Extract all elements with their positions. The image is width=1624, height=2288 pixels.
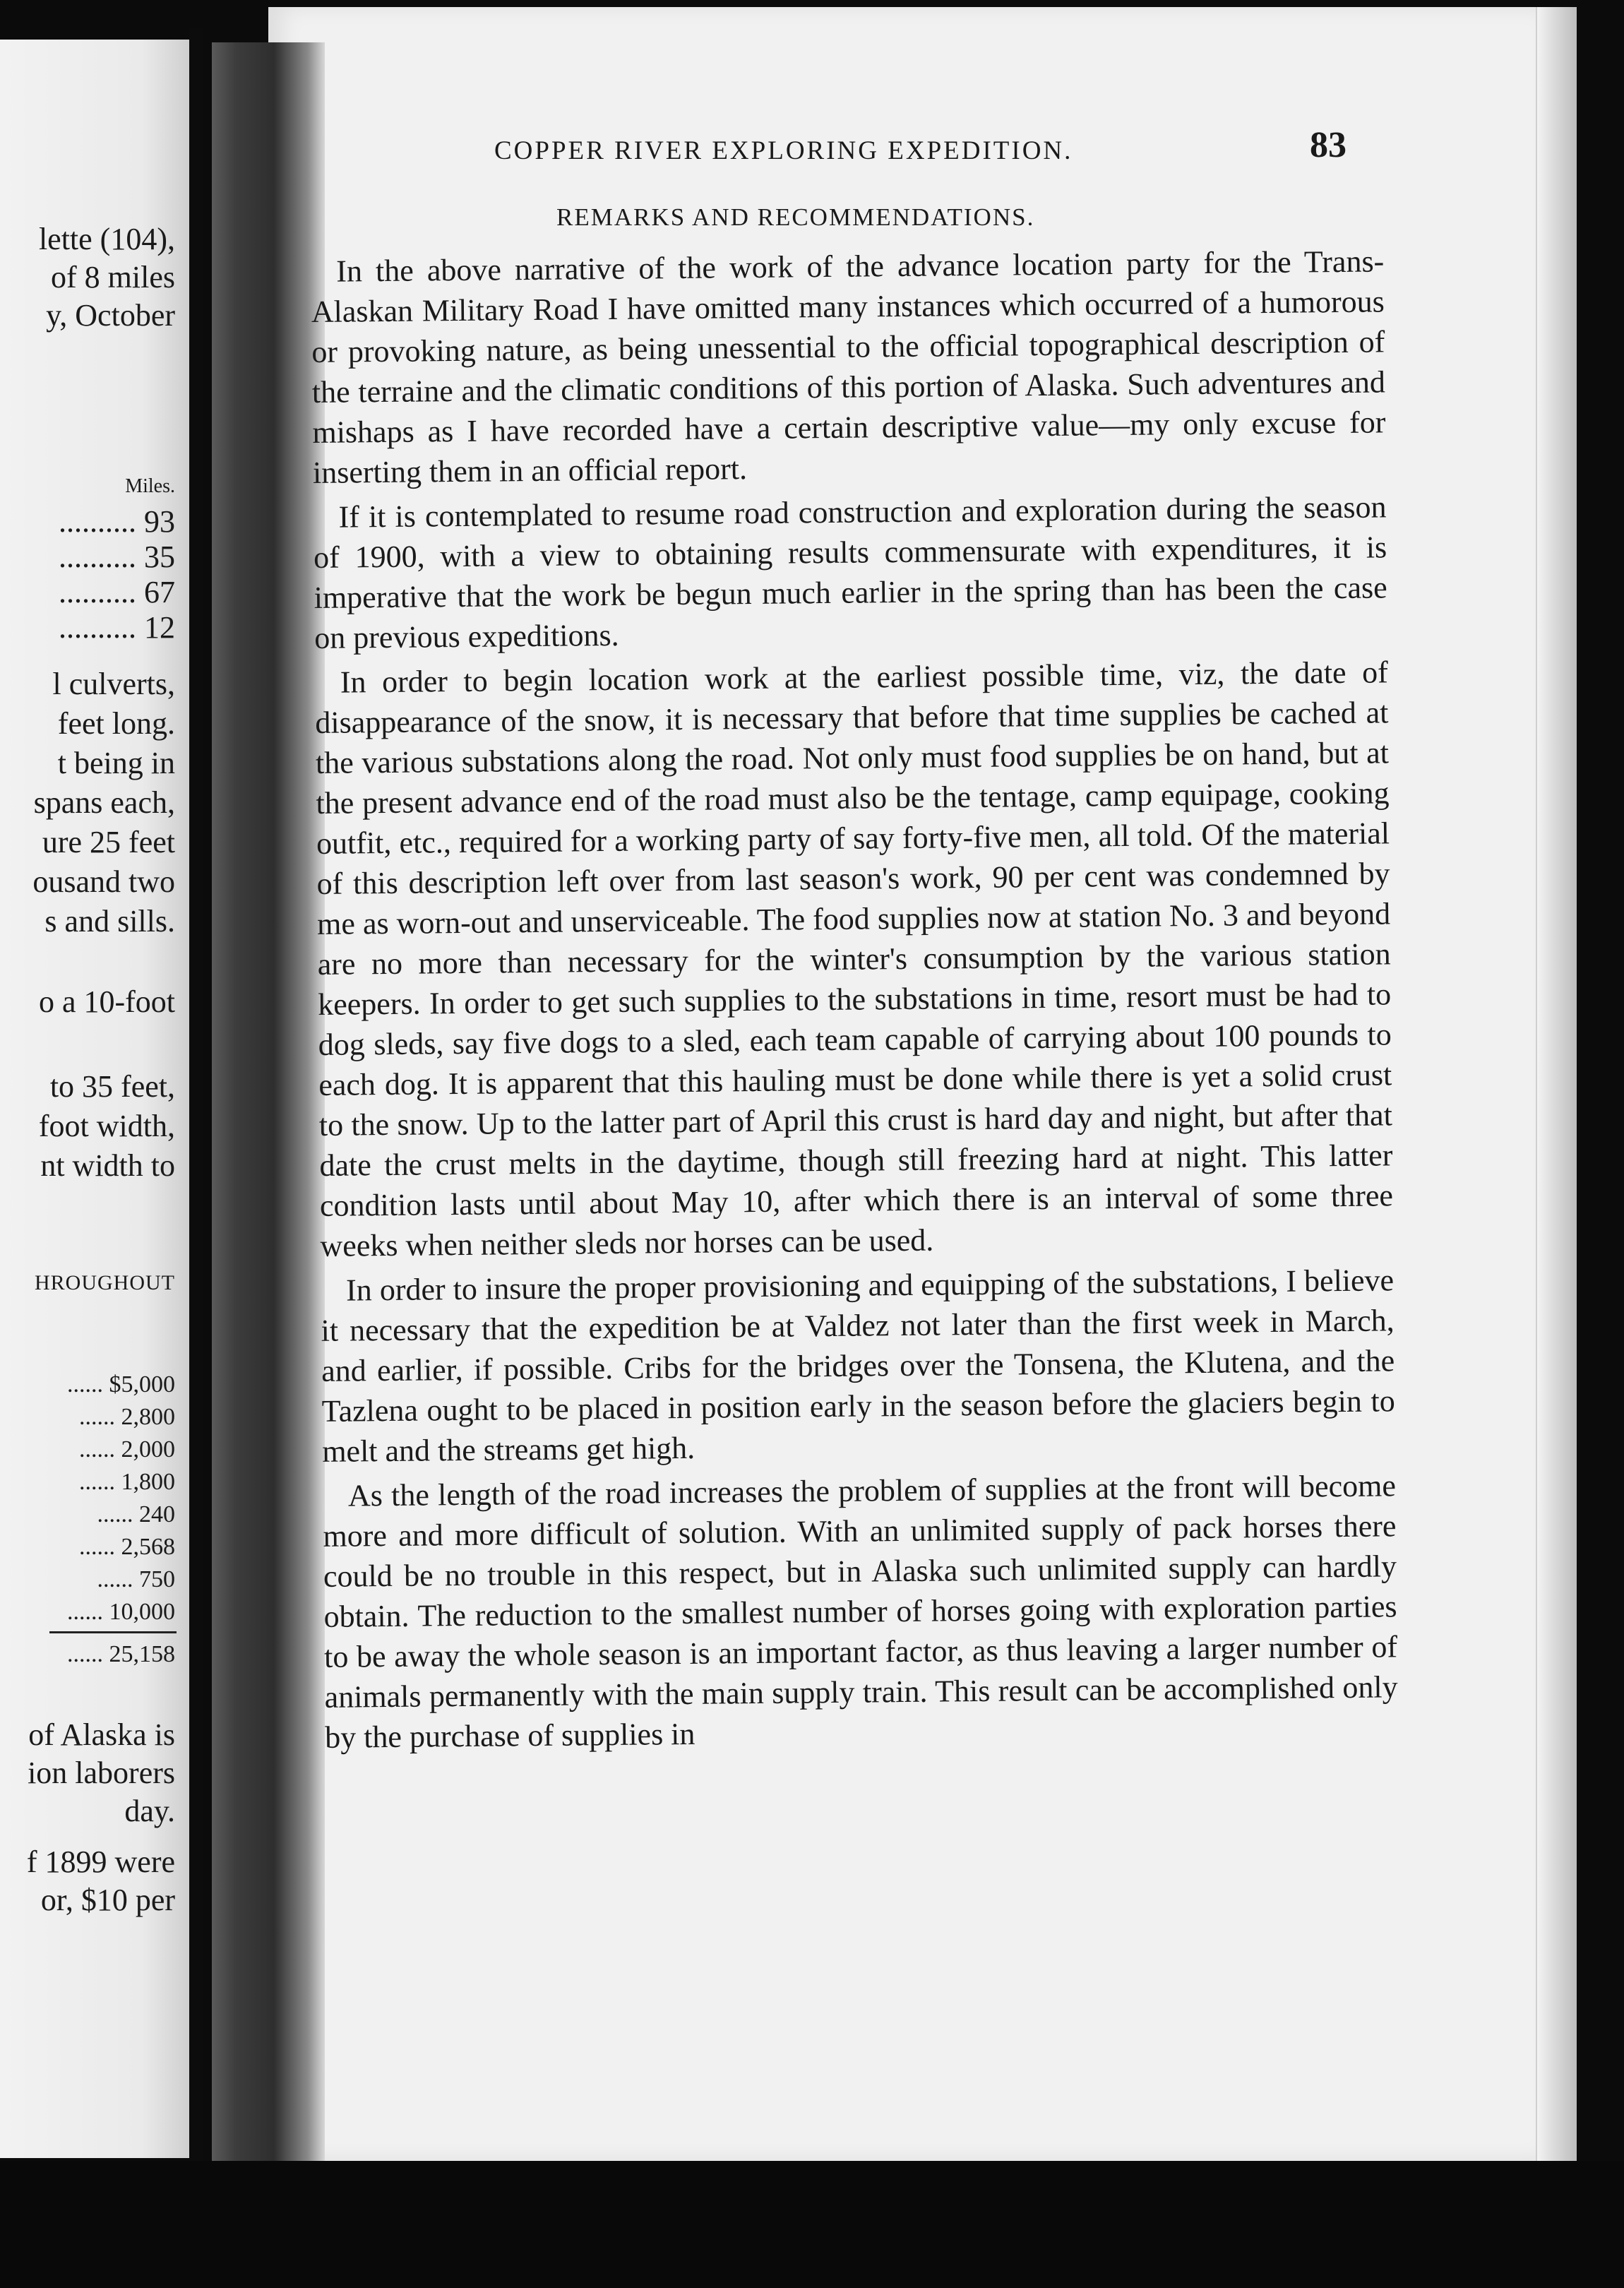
left-line: y, October bbox=[46, 298, 175, 333]
left-line: ...... 750 bbox=[97, 1566, 175, 1592]
page-number: 83 bbox=[1310, 125, 1347, 165]
gutter-shadow bbox=[189, 28, 203, 2161]
left-line: spans each, bbox=[33, 785, 175, 820]
binding-shadow bbox=[212, 42, 325, 2168]
left-line: of Alaska is bbox=[28, 1717, 175, 1752]
left-line: to 35 feet, bbox=[49, 1069, 175, 1104]
left-line: s and sills. bbox=[44, 904, 175, 939]
scan-background bbox=[0, 2161, 1624, 2288]
left-line: nt width to bbox=[40, 1148, 175, 1183]
left-line: t being in bbox=[57, 746, 175, 780]
left-line: ...... 240 bbox=[97, 1501, 175, 1527]
left-line: ion laborers bbox=[28, 1756, 175, 1790]
page-edge bbox=[1536, 7, 1577, 2161]
left-line: f 1899 were bbox=[26, 1845, 175, 1879]
left-line: ...... 2,000 bbox=[79, 1436, 175, 1462]
left-line: HROUGHOUT bbox=[35, 1271, 175, 1294]
left-line: ure 25 feet bbox=[42, 825, 175, 859]
section-heading: REMARKS AND RECOMMENDATIONS. bbox=[556, 203, 1035, 231]
left-line: ousand two bbox=[32, 864, 175, 899]
running-head: COPPER RIVER EXPLORING EXPEDITION. bbox=[494, 136, 1073, 165]
left-line: .......... 12 bbox=[59, 610, 175, 645]
body-text bbox=[311, 241, 1398, 1761]
left-line: ...... 10,000 bbox=[67, 1599, 175, 1625]
left-line: ...... 25,158 bbox=[67, 1641, 175, 1667]
left-line: ...... 2,568 bbox=[79, 1534, 175, 1560]
left-line: or, $10 per bbox=[40, 1883, 175, 1917]
left-line: o a 10-foot bbox=[38, 984, 175, 1019]
left-line: Miles. bbox=[125, 475, 175, 497]
paragraph: In order to begin location work at the earliest possible time, viz, the date of disappearance of the snow, it is necessary that before that time supplies be cached at the various substations along the road. Not only must food supplies be on hand, but at the present advance end of the road must also be the tentage, camp equipage, cooking outfit, etc., required for a working party of say forty-five men, all told. Of the material of this description left over from last season's work, 90 per cent was condemned by me as worn-out and unserviceable. The food supplies now at station No. 3 and beyond are no more than necessary for the winter's consumption by the various station keepers. In order to get such supplies to the substations in time, resort must be had to dog sleds, say five dogs to a sled, each team capable of carrying about 100 pounds to each dog. It is apparent that this hauling must be done while there is yet a solid crust to the snow. Up to the latter part of April this crust is hard day and night, but after that date the crust melts in the daytime, though still freezing hard at night. This latter condition lasts until about May 10, after which there is an interval of some three weeks when neither sleds nor horses can be used. bbox=[315, 655, 1394, 1263]
facing-page-fragment bbox=[0, 40, 189, 2158]
left-line: l culverts, bbox=[52, 667, 175, 701]
left-line: feet long. bbox=[57, 706, 175, 741]
left-line: day. bbox=[124, 1794, 175, 1828]
total-rule bbox=[49, 1631, 177, 1633]
left-line: .......... 67 bbox=[59, 575, 175, 609]
paragraph: As the length of the road increases the problem of supplies at the front will become more and more difficult of solution. With an unlimited supply of pack horses there could be no trouble in this respect, but in Alaska such unlimited supply can hardly obtain. The reduction to the smallest number of horses going with exploration parties to be away the whole season is an important factor, as thus leaving a larger number of animals permanently with the main supply train. This result can be accomplished only by the purchase of supplies in bbox=[323, 1468, 1398, 1755]
left-line: ...... 2,800 bbox=[79, 1404, 175, 1430]
paragraph: If it is contemplated to resume road construction and exploration during the season of 1900, with a view to obtaining results commensurate with expenditures, it is imperative that the work be begun much earlier in the spring than has been the case on previous expeditions. bbox=[313, 489, 1387, 655]
paragraph: In order to insure the proper provisioning and equipping of the substations, I believe it necessary that the expedition be at Valdez not later than the first week in March, and earlier, if possible. Cribs for the bridges over the Tonsena, the Klutena, and the Tazlena ought to be placed in position early in the season before the glaciers begin to melt and the streams get high. bbox=[321, 1263, 1395, 1469]
left-line: foot width, bbox=[38, 1109, 175, 1143]
left-line: ...... 1,800 bbox=[79, 1469, 175, 1495]
left-line: ...... $5,000 bbox=[67, 1371, 175, 1398]
left-line: .......... 93 bbox=[59, 504, 175, 539]
paragraph: In the above narrative of the work of the advance location party for the Trans-Alaskan Military Road I have omitted many instances which occurred of a humorous or provoking nature, as being unessential to the official topographical description of the terraine and the climatic conditions of this portion of Alaska. Such adventures and mishaps as I have recorded have a certain descriptive value—my only excuse for inserting them in an official report. bbox=[311, 244, 1386, 490]
left-line: lette (104), bbox=[38, 222, 175, 256]
left-line: .......... 35 bbox=[59, 540, 175, 574]
left-line: of 8 miles bbox=[51, 260, 175, 294]
